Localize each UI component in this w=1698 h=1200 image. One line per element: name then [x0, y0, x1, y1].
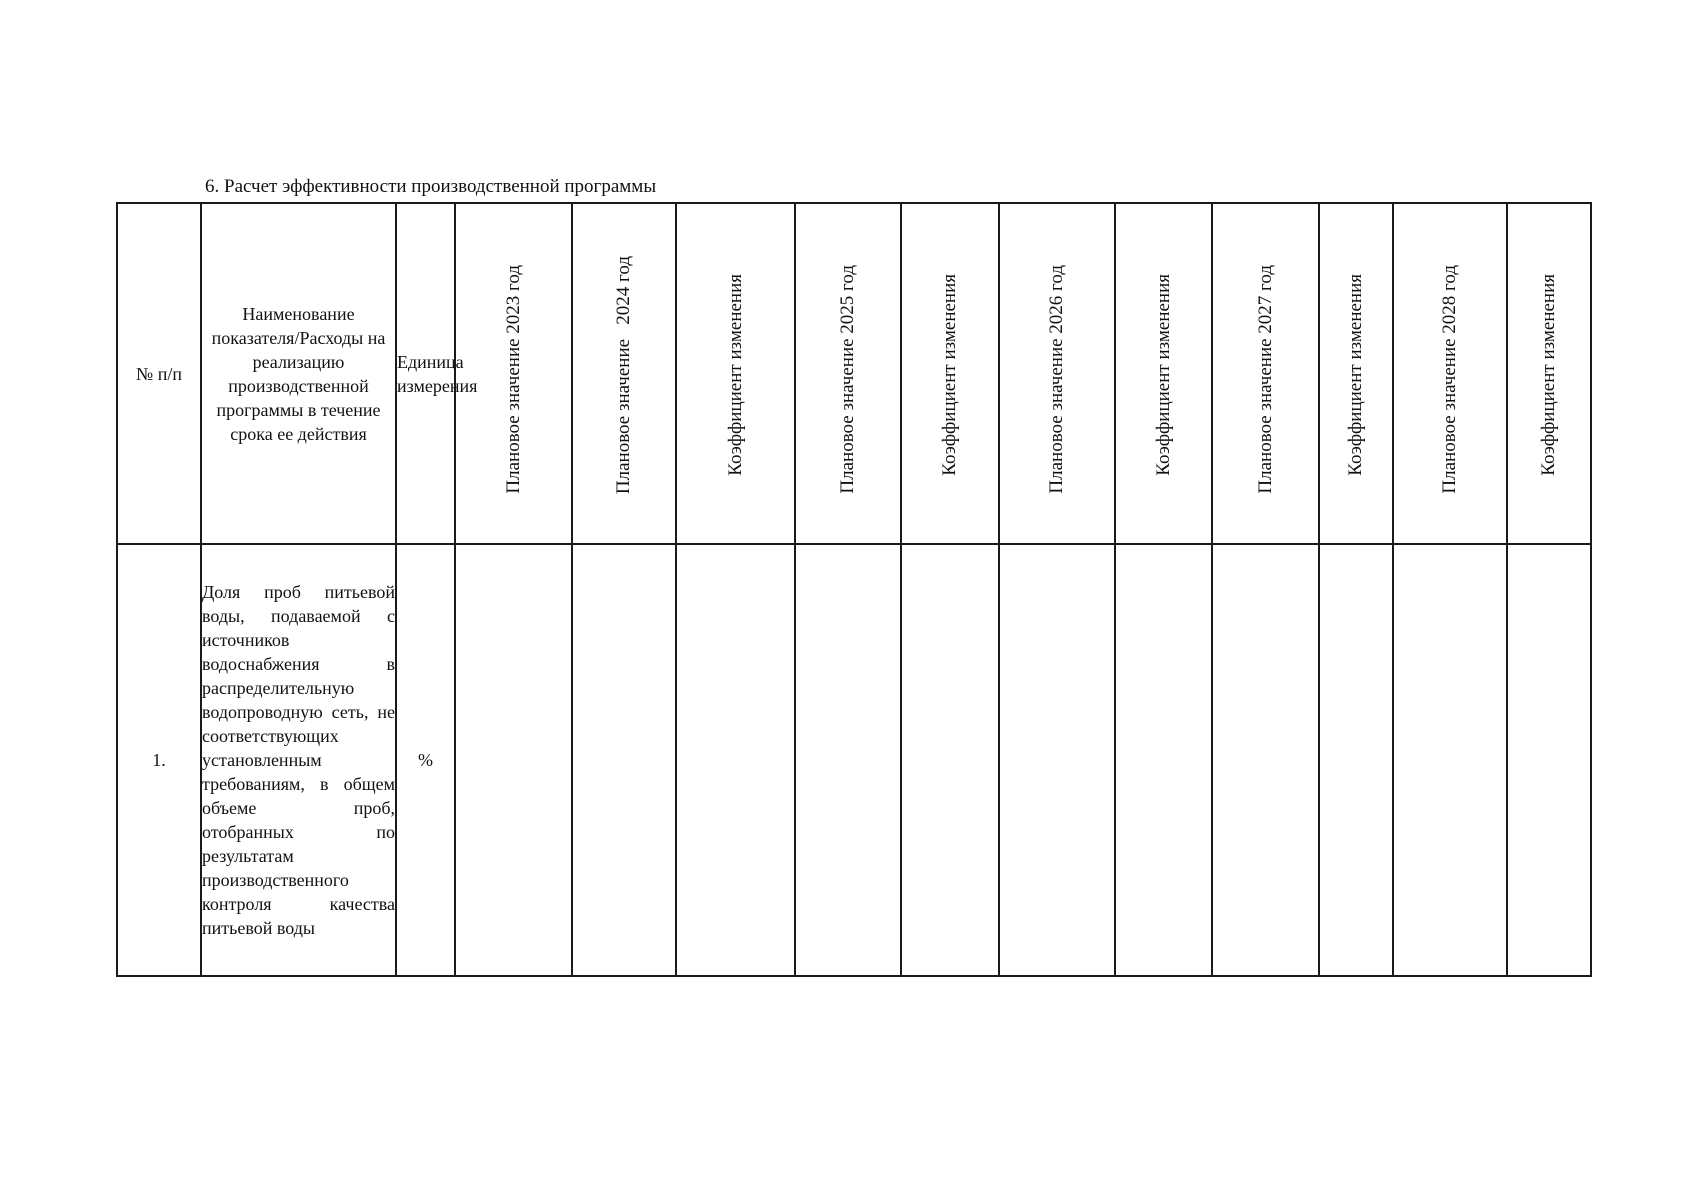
header-num: № п/п — [117, 203, 201, 544]
header-coef-1 — [676, 203, 795, 544]
cell-plan-2028 — [1393, 544, 1507, 976]
header-plan-2025 — [795, 203, 901, 544]
cell-plan-2026 — [999, 544, 1115, 976]
header-coef-4 — [1319, 203, 1393, 544]
cell-num: 1. — [117, 544, 201, 976]
header-plan-2027 — [1212, 203, 1319, 544]
header-plan-2026 — [999, 203, 1115, 544]
header-coef-3 — [1115, 203, 1212, 544]
cell-plan-2024 — [572, 544, 676, 976]
cell-coef-2 — [901, 544, 999, 976]
header-plan-2024 — [572, 203, 676, 544]
header-plan-2023-label: Плановое значение 2023 год — [502, 265, 524, 494]
header-coef-3-label: Коэффициент изменения — [1152, 274, 1174, 476]
header-coef-5 — [1507, 203, 1591, 544]
cell-indicator-name: Доля проб питьевой воды, подаваемой с источников водоснабжения в распределительную водопроводную сеть, не соответствующих установленным требованиям, в общем объеме проб, отобранных по результатам производственного контроля качества питьевой воды — [201, 544, 396, 976]
header-plan-2025-label: Плановое значение 2025 год — [837, 265, 858, 494]
cell-plan-2027 — [1212, 544, 1319, 976]
header-plan-2023 — [455, 203, 572, 544]
cell-coef-5 — [1507, 544, 1591, 976]
header-indicator-name: Наименование показателя/Расходы на реализацию производственной программы в течение срока ее действия — [201, 203, 396, 544]
header-plan-2027-label: Плановое значение 2027 год — [1254, 265, 1276, 494]
header-plan-2028 — [1393, 203, 1507, 544]
document-title: 6. Расчет эффективности производственной программы — [205, 176, 657, 197]
cell-plan-2023 — [455, 544, 572, 976]
cell-coef-1 — [676, 544, 795, 976]
header-plan-2026-label: Плановое значение 2026 год — [1046, 265, 1067, 494]
table-header-row — [117, 203, 1591, 544]
header-coef-2 — [901, 203, 999, 544]
efficiency-table — [116, 202, 1592, 977]
header-plan-2028-label: Плановое значение 2028 год — [1439, 265, 1460, 494]
table-row — [117, 544, 1591, 976]
cell-unit: % — [396, 544, 455, 976]
cell-coef-3 — [1115, 544, 1212, 976]
cell-coef-4 — [1319, 544, 1393, 976]
header-coef-4-label: Коэффициент изменения — [1345, 274, 1366, 476]
header-unit: Единица измерения — [396, 203, 455, 544]
cell-plan-2025 — [795, 544, 901, 976]
header-coef-5-label: Коэффициент изменения — [1538, 274, 1559, 476]
header-plan-2024-label: Плановое значение 2024 год — [613, 255, 634, 494]
header-coef-1-label: Коэффициент изменения — [724, 274, 746, 476]
header-coef-2-label: Коэффициент изменения — [939, 274, 960, 476]
